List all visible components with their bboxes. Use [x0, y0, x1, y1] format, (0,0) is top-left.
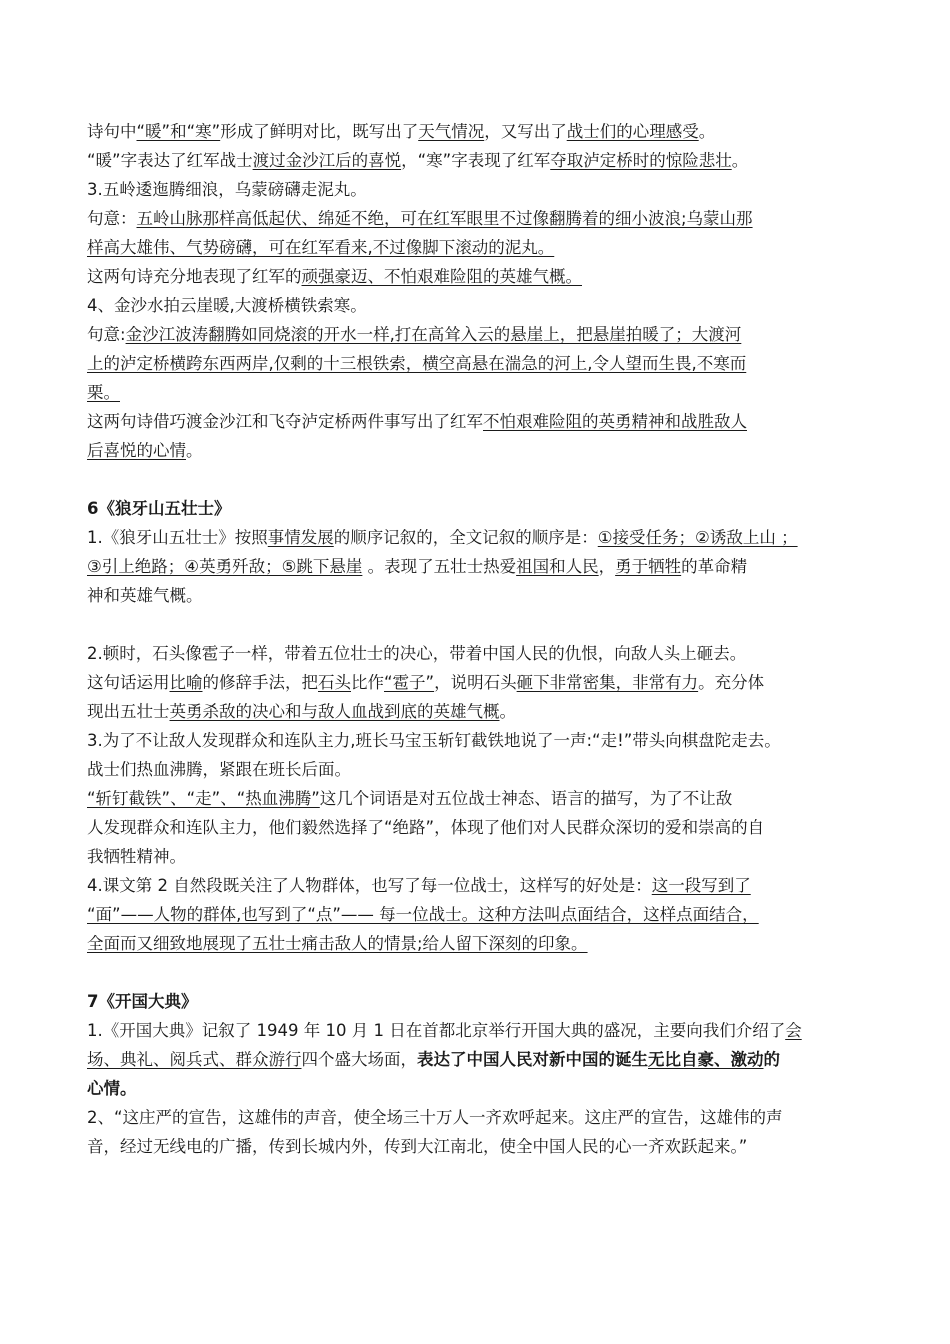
text-span: 诗句中	[87, 122, 137, 141]
underlined-text: 顽强豪迈、不怕艰难险阻的英雄气概。	[301, 267, 582, 286]
text-line	[87, 1103, 887, 1132]
underlined-text: 五岭山脉那样高低起伏、绵延不绝，可在红军眼里不过像翻腾着的细小波浪;乌蒙山那	[136, 209, 753, 228]
text-line	[87, 813, 887, 842]
text-span: 4、金沙水拍云崖暖,大渡桥横铁索寒。	[87, 296, 367, 315]
underlined-text: “面”——人物的群体,也写到了“点”—— 每一位战士。这种方法叫点面结合，这样点面结合，	[87, 905, 759, 924]
section-heading: 6《狼牙山五壮士》	[87, 499, 231, 518]
text-span: ，“寒”字表现了红军	[401, 151, 551, 170]
underlined-text: 事情发展	[267, 528, 334, 547]
underlined-text: 英勇杀敌的决心和与敌人血战到底的英雄气概	[169, 702, 500, 721]
underlined-text: 比喻	[169, 673, 203, 692]
text-line	[87, 610, 887, 639]
text-line	[87, 291, 887, 320]
text-line	[87, 784, 887, 813]
text-span: 心情。	[87, 1079, 137, 1098]
text-span: 2.顿时，石头像雹子一样，带着五位壮士的决心，带着中国人民的仇恨，向敌人头上砸去。	[87, 644, 747, 663]
underlined-text: 金沙江波涛翻腾如同烧滚的开水一样,打在高耸入云的悬崖上，把悬崖拍暖了；大渡河	[125, 325, 742, 344]
underlined-text: 战士们的心理感受	[566, 122, 699, 141]
text-span: 形成了鲜明对比，既写出了	[220, 122, 419, 141]
underlined-text: 这一段写到了	[651, 876, 751, 895]
text-line	[87, 842, 887, 871]
text-line	[87, 668, 887, 697]
text-span: 。	[698, 122, 716, 141]
text-line	[87, 320, 887, 349]
underlined-text: 无比自豪、激动	[648, 1050, 764, 1069]
text-line	[87, 697, 887, 726]
text-line	[87, 204, 887, 233]
text-span: ，又写出了	[484, 122, 567, 141]
text-span: 。	[186, 441, 203, 460]
underlined-text: 祖国和人民	[516, 557, 599, 576]
section	[87, 465, 887, 958]
text-line	[87, 436, 887, 465]
text-span: 表达了中国人民对新中国的诞生	[417, 1050, 648, 1069]
text-line	[87, 929, 887, 958]
text-span: ，说明石头	[434, 673, 517, 692]
text-span: 4.课文第 2 自然段既关注了人物群体，也写了每一位战士，这样写的好处是：	[87, 876, 652, 895]
text-span: 的革命精	[681, 557, 748, 576]
text-span: 我牺牲精神。	[87, 847, 186, 866]
text-line	[87, 233, 887, 262]
text-line	[87, 1016, 887, 1045]
text-span: 战士们热血沸腾，紧跟在班长后面。	[87, 760, 351, 779]
text-span: 1.《开国大典》记叙了 1949 年 10 月 1 日在首都北京举行开国大典的盛况，主要向我们介绍了	[87, 1021, 786, 1040]
text-line	[87, 755, 887, 784]
text-line	[87, 117, 887, 146]
document-page	[87, 117, 887, 1161]
underlined-text: 勇于牺牲	[615, 557, 682, 576]
section	[87, 117, 887, 465]
text-span: 句意:	[87, 325, 126, 344]
text-line	[87, 262, 887, 291]
text-span: 比作	[351, 673, 384, 692]
text-line	[87, 349, 887, 378]
section-heading: 7《开国大典》	[87, 992, 198, 1011]
text-span: 人发现群众和连队主力，他们毅然选择了“绝路”，体现了他们对人民群众深切的爱和崇高的自	[87, 818, 765, 837]
text-span: 的	[763, 1050, 780, 1069]
underlined-text: “雹子”	[384, 673, 435, 692]
text-line	[87, 871, 887, 900]
section-gap	[87, 958, 887, 987]
text-span: ，	[598, 557, 616, 576]
text-span: 1.《狼牙山五壮士》按照	[87, 528, 268, 547]
text-span: 。表现了五壮士热爱	[362, 557, 517, 576]
underlined-text: “斩钉截铁”、“走”、“热血沸腾”	[87, 789, 320, 808]
text-line	[87, 1045, 887, 1074]
text-span: 2、“这庄严的宣告，这雄伟的声音，使全场三十万人一齐欢呼起来。这庄严的宣告，这雄伟的声	[87, 1108, 783, 1127]
text-span: 。	[499, 702, 516, 721]
text-span: 3.为了不让敌人发现群众和连队主力,班长马宝玉斩钉截铁地说了一声:“走!”带头向棋盘陀走去。	[87, 731, 781, 750]
underlined-text: 后喜悦的心情	[87, 441, 186, 460]
underlined-text: 砸下非常密集，非常有力	[516, 673, 699, 692]
text-line	[87, 639, 887, 668]
text-span: 现出五壮士	[87, 702, 170, 721]
underlined-text: 全面而又细致地展现了五壮士痛击敌人的情景;给人留下深刻的印象。	[87, 934, 588, 953]
text-line	[87, 1074, 887, 1103]
text-span: 这几个词语是对五位战士神态、语言的描写，为了不让敌	[319, 789, 733, 808]
text-span: “暖”字表达了红军战士	[87, 151, 253, 170]
text-line	[87, 407, 887, 436]
underlined-text: 会	[785, 1021, 802, 1040]
text-line	[87, 175, 887, 204]
section	[87, 958, 887, 1161]
underlined-text: 栗。	[87, 383, 120, 402]
section-gap	[87, 465, 887, 494]
underlined-text: 夺取泸定桥时的惊险悲壮	[550, 151, 732, 170]
text-span: 音，经过无线电的广播，传到长城内外，传到大江南北，使全中国人民的心一齐欢跃起来。”	[87, 1137, 748, 1156]
text-line	[87, 523, 887, 552]
underlined-text: ①接受任务；②诱敌上山 ；	[597, 528, 798, 547]
underlined-text: 上的泸定桥横跨东西两岸,仅剩的十三根铁索，横空高悬在湍急的河上,令人望而生畏,不寒而	[87, 354, 747, 373]
text-line	[87, 1132, 887, 1161]
text-line	[87, 900, 887, 929]
text-line	[87, 378, 887, 407]
underlined-text: 石头	[318, 673, 351, 692]
text-span: 这两句诗充分地表现了红军的	[87, 267, 302, 286]
text-span: 神和英雄气概。	[87, 586, 203, 605]
text-line	[87, 581, 887, 610]
text-span: 这两句诗借巧渡金沙江和飞夺泸定桥两件事写出了红军	[87, 412, 483, 431]
text-span: 句意：	[87, 209, 137, 228]
text-span: 这句话运用	[87, 673, 170, 692]
text-line	[87, 146, 887, 175]
text-span: 。	[731, 151, 749, 170]
underlined-text: ③引上绝路；④英勇歼敌；⑤跳下悬崖	[87, 557, 363, 576]
text-span: 。充分体	[698, 673, 765, 692]
text-line	[87, 726, 887, 755]
underlined-text: 渡过金沙江后的喜悦	[252, 151, 402, 170]
text-span: 3.五岭逶迤腾细浪，乌蒙磅礴走泥丸。	[87, 180, 367, 199]
underlined-text: 天气情况	[418, 122, 485, 141]
text-span: 的顺序记叙的，全文记叙的顺序是：	[333, 528, 598, 547]
underlined-text: 不怕艰难险阻的英勇精神和战胜敌人	[483, 412, 747, 431]
text-span: 四个盛大场面，	[301, 1050, 417, 1069]
underlined-text: 样高大雄伟、气势磅礴，可在红军看来,不过像脚下滚动的泥丸。	[87, 238, 555, 257]
underlined-text: “暖”和“寒”	[136, 122, 221, 141]
underlined-text: 场、典礼、阅兵式、群众游行	[87, 1050, 302, 1069]
text-line	[87, 552, 887, 581]
text-span: 的修辞手法，把	[202, 673, 318, 692]
